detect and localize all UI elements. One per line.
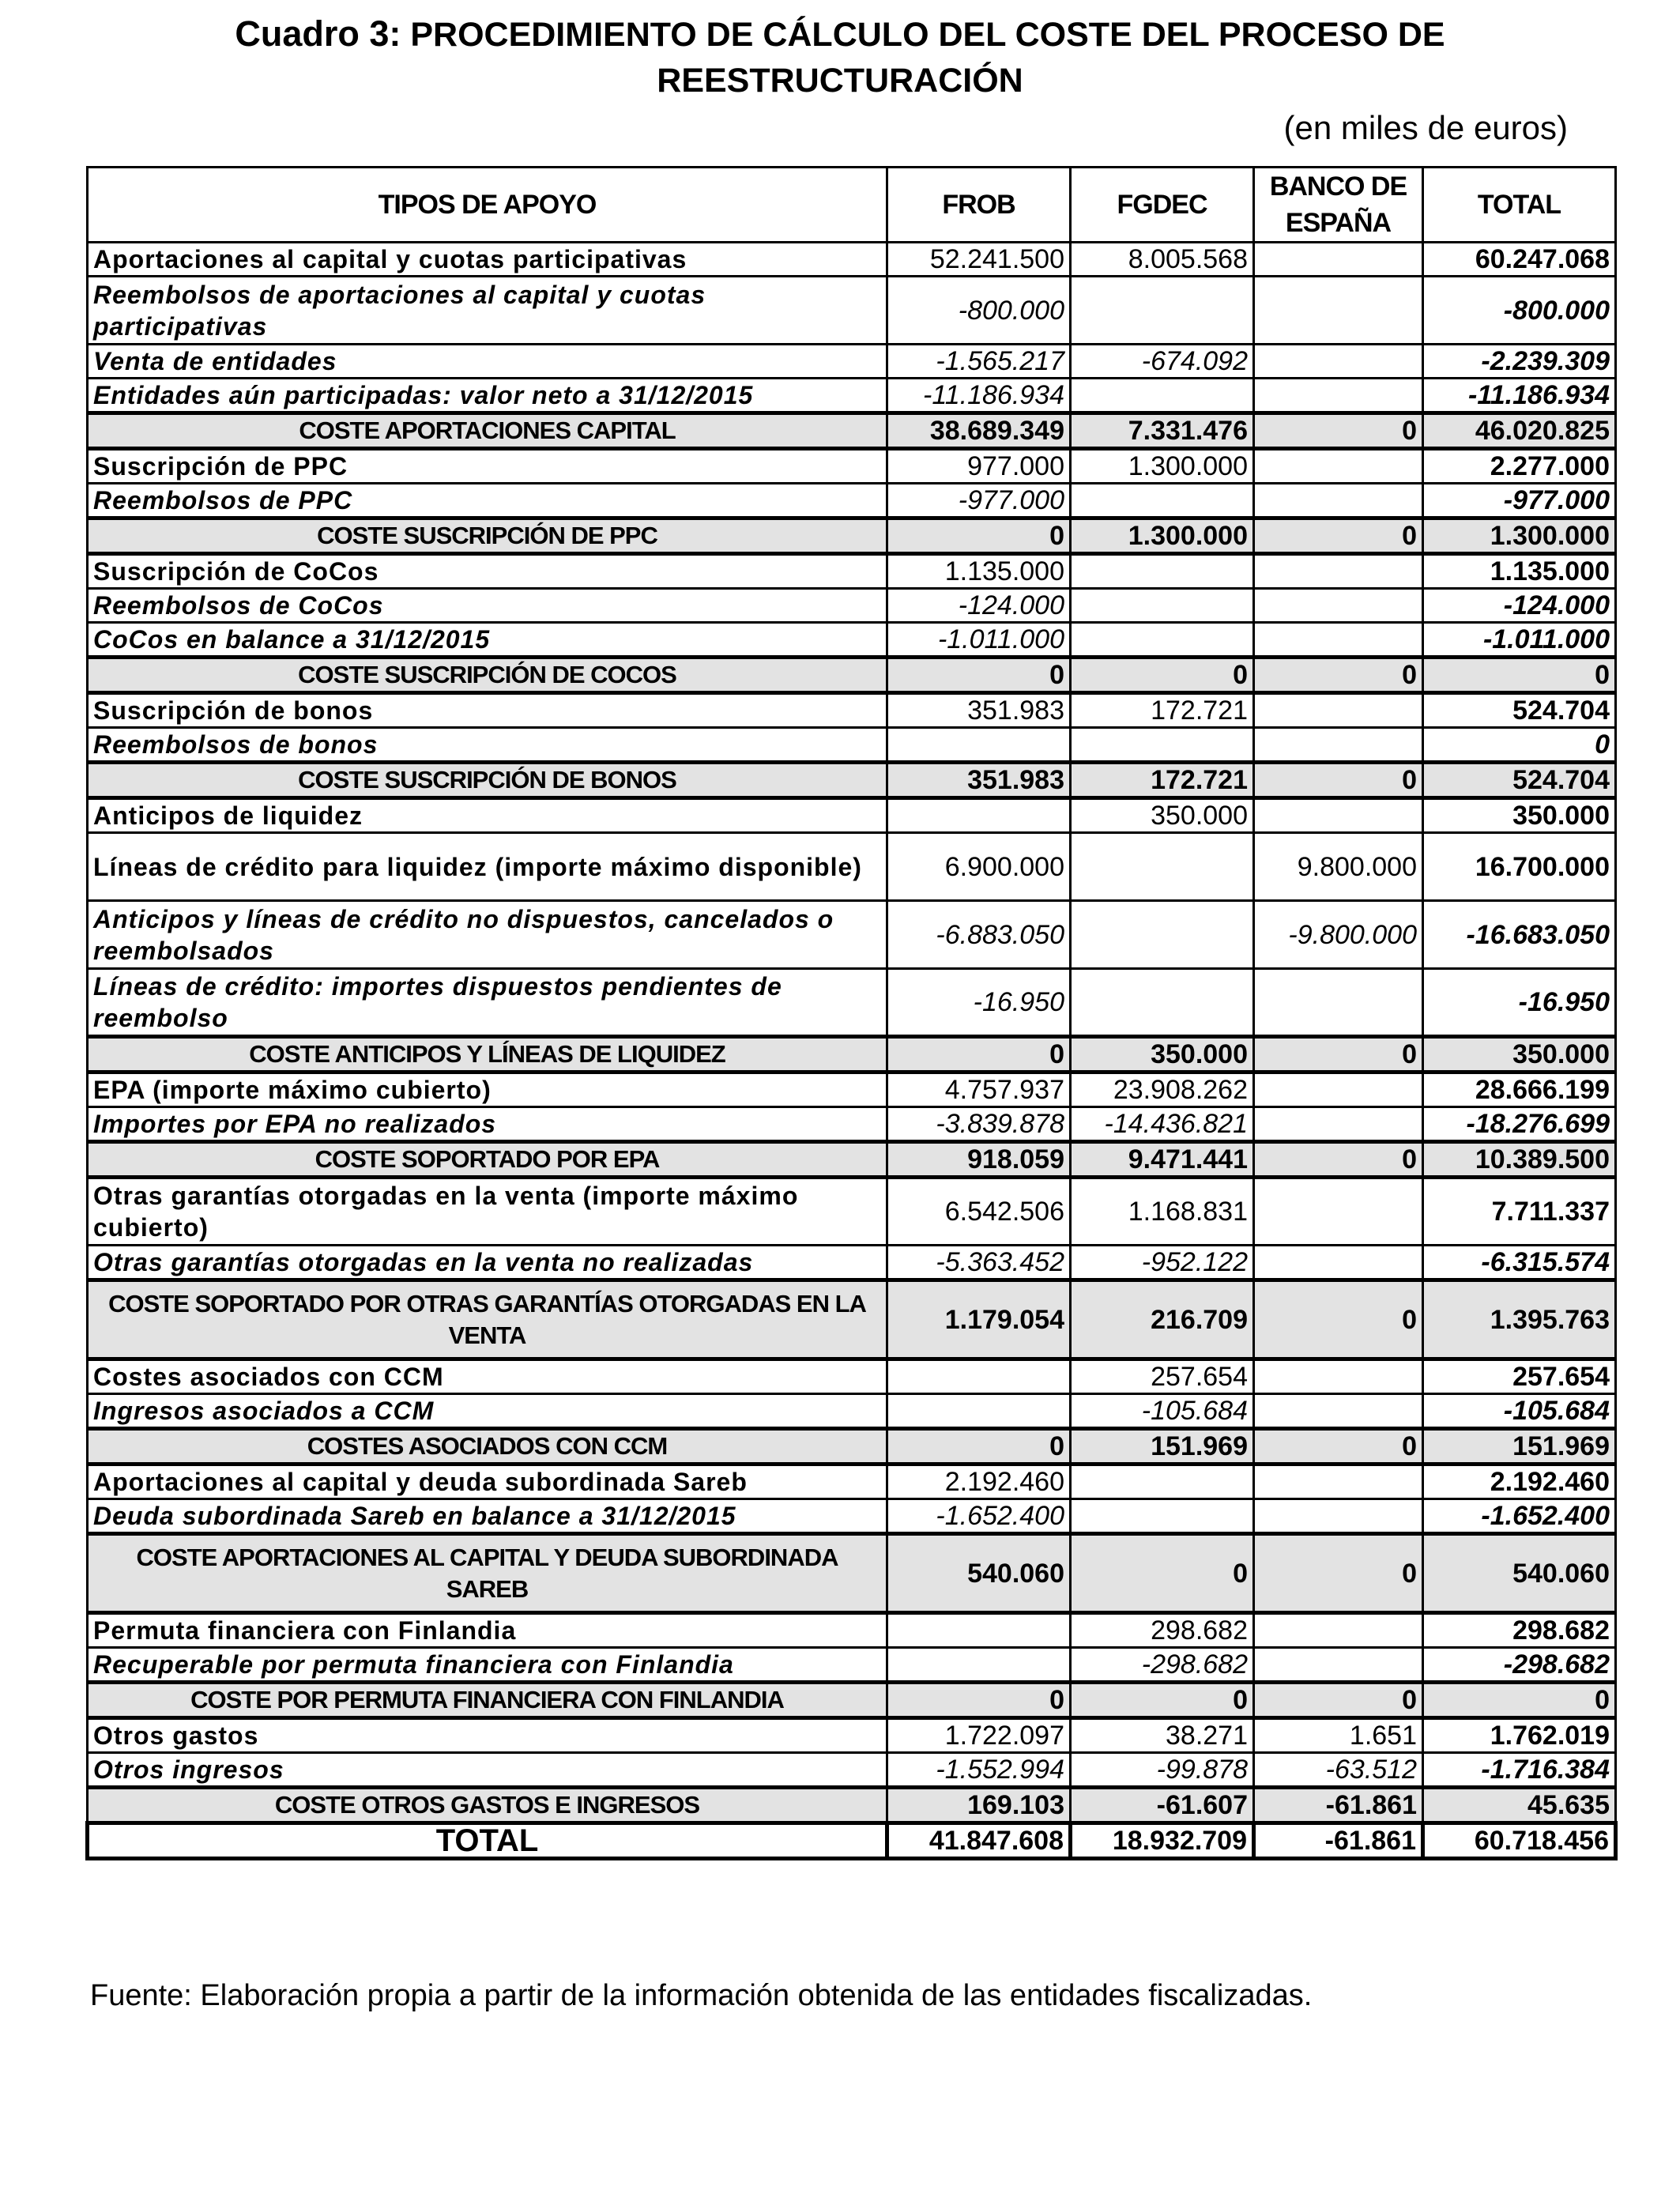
cell-frob: 4.757.937 — [887, 1072, 1071, 1107]
table-row — [88, 1394, 1616, 1429]
cell-total: 2.192.460 — [1423, 1465, 1616, 1499]
row-label: Recuperable por permuta financiera con Finlandia — [88, 1648, 887, 1683]
table-row — [88, 798, 1616, 833]
row-label: Suscripción de CoCos — [88, 554, 887, 589]
cell-fgdec — [1071, 1499, 1254, 1534]
cell-total: -1.716.384 — [1423, 1753, 1616, 1788]
cell-frob — [887, 1394, 1071, 1429]
cell-banco-de-espana — [1254, 1107, 1423, 1142]
cell-frob: -124.000 — [887, 589, 1071, 623]
row-label: COSTE SUSCRIPCIÓN DE BONOS — [88, 763, 887, 798]
cell-total: 0 — [1423, 728, 1616, 763]
row-label: Otros ingresos — [88, 1753, 887, 1788]
row-label: Otros gastos — [88, 1718, 887, 1753]
cell-total: 1.300.000 — [1423, 518, 1616, 554]
row-label: COSTE APORTACIONES CAPITAL — [88, 413, 887, 449]
cell-total: 298.682 — [1423, 1613, 1616, 1648]
cell-frob: 1.722.097 — [887, 1718, 1071, 1753]
row-label: TOTAL — [88, 1823, 887, 1859]
row-label: Aportaciones al capital y cuotas participativas — [88, 243, 887, 277]
cell-frob: 0 — [887, 658, 1071, 693]
cell-banco-de-espana — [1254, 1613, 1423, 1648]
table-row — [88, 623, 1616, 658]
table-row — [88, 379, 1616, 413]
cell-banco-de-espana — [1254, 554, 1423, 589]
cell-fgdec — [1071, 728, 1254, 763]
cell-banco-de-espana: 0 — [1254, 1683, 1423, 1718]
cell-total: -16.950 — [1423, 969, 1616, 1037]
cell-frob: -1.565.217 — [887, 345, 1071, 379]
cell-fgdec: 0 — [1071, 1683, 1254, 1718]
subtotal-row — [88, 658, 1616, 693]
cell-banco-de-espana — [1254, 589, 1423, 623]
cell-total: 45.635 — [1423, 1788, 1616, 1823]
cell-banco-de-espana — [1254, 277, 1423, 345]
cell-frob: 0 — [887, 1683, 1071, 1718]
cell-banco-de-espana — [1254, 728, 1423, 763]
row-label: Anticipos de liquidez — [88, 798, 887, 833]
header-tipos-de-apoyo: TIPOS DE APOYO — [88, 168, 887, 243]
table-row — [88, 484, 1616, 518]
row-label: Importes por EPA no realizados — [88, 1107, 887, 1142]
cell-frob: -1.552.994 — [887, 1753, 1071, 1788]
cell-banco-de-espana — [1254, 623, 1423, 658]
cell-frob: 38.689.349 — [887, 413, 1071, 449]
cell-frob: 52.241.500 — [887, 243, 1071, 277]
cell-frob: -5.363.452 — [887, 1246, 1071, 1280]
cell-banco-de-espana: 0 — [1254, 1534, 1423, 1613]
cell-fgdec — [1071, 623, 1254, 658]
subtotal-row — [88, 413, 1616, 449]
grand-total-row — [88, 1823, 1616, 1859]
cell-banco-de-espana: 0 — [1254, 1037, 1423, 1072]
cell-frob: 169.103 — [887, 1788, 1071, 1823]
cell-fgdec: 1.300.000 — [1071, 449, 1254, 484]
cell-frob — [887, 1359, 1071, 1394]
cell-banco-de-espana — [1254, 379, 1423, 413]
cell-frob: -1.011.000 — [887, 623, 1071, 658]
cell-frob: 1.135.000 — [887, 554, 1071, 589]
cell-total: 10.389.500 — [1423, 1142, 1616, 1178]
cell-frob — [887, 1648, 1071, 1683]
cell-fgdec — [1071, 1465, 1254, 1499]
cell-total: -977.000 — [1423, 484, 1616, 518]
row-label: EPA (importe máximo cubierto) — [88, 1072, 887, 1107]
cell-frob: 351.983 — [887, 693, 1071, 728]
cell-fgdec — [1071, 554, 1254, 589]
cell-banco-de-espana — [1254, 1178, 1423, 1246]
subtotal-row — [88, 1534, 1616, 1613]
table-row — [88, 1359, 1616, 1394]
cell-banco-de-espana — [1254, 449, 1423, 484]
cell-total: -6.315.574 — [1423, 1246, 1616, 1280]
cell-frob — [887, 1613, 1071, 1648]
row-label: Anticipos y líneas de crédito no dispuestos, cancelados o reembolsados — [88, 901, 887, 969]
row-label: COSTE APORTACIONES AL CAPITAL Y DEUDA SUBORDINADA SAREB — [88, 1534, 887, 1613]
cell-total: 60.247.068 — [1423, 243, 1616, 277]
row-label: Suscripción de PPC — [88, 449, 887, 484]
row-label: Reembolsos de aportaciones al capital y cuotas participativas — [88, 277, 887, 345]
row-label: COSTE SUSCRIPCIÓN DE PPC — [88, 518, 887, 554]
cell-banco-de-espana — [1254, 345, 1423, 379]
row-label: Costes asociados con CCM — [88, 1359, 887, 1394]
subtotal-row — [88, 1142, 1616, 1178]
cell-banco-de-espana — [1254, 1359, 1423, 1394]
cell-fgdec: 18.932.709 — [1071, 1823, 1254, 1859]
cell-total: 16.700.000 — [1423, 833, 1616, 901]
cell-frob: 0 — [887, 1037, 1071, 1072]
table-row — [88, 589, 1616, 623]
table-row — [88, 693, 1616, 728]
title-line-2: REESTRUCTURACIÓN — [657, 62, 1023, 100]
cell-banco-de-espana: 0 — [1254, 658, 1423, 693]
cell-frob: 41.847.608 — [887, 1823, 1071, 1859]
cell-frob: 6.542.506 — [887, 1178, 1071, 1246]
row-label: Reembolsos de PPC — [88, 484, 887, 518]
table-row — [88, 1178, 1616, 1246]
cell-frob — [887, 798, 1071, 833]
table-row — [88, 833, 1616, 901]
cell-total: 151.969 — [1423, 1429, 1616, 1465]
title-line-1 — [0, 11, 1680, 58]
cell-banco-de-espana: -9.800.000 — [1254, 901, 1423, 969]
cell-fgdec: 23.908.262 — [1071, 1072, 1254, 1107]
cell-banco-de-espana — [1254, 969, 1423, 1037]
cell-frob: -6.883.050 — [887, 901, 1071, 969]
cell-banco-de-espana: -63.512 — [1254, 1753, 1423, 1788]
cell-fgdec: 350.000 — [1071, 1037, 1254, 1072]
row-label: Ingresos asociados a CCM — [88, 1394, 887, 1429]
cell-banco-de-espana: 9.800.000 — [1254, 833, 1423, 901]
cell-fgdec: -99.878 — [1071, 1753, 1254, 1788]
row-label: COSTE ANTICIPOS Y LÍNEAS DE LIQUIDEZ — [88, 1037, 887, 1072]
row-label: Otras garantías otorgadas en la venta (importe máximo cubierto) — [88, 1178, 887, 1246]
cell-frob: 2.192.460 — [887, 1465, 1071, 1499]
cell-total: 28.666.199 — [1423, 1072, 1616, 1107]
table-row — [88, 1107, 1616, 1142]
cell-total: -105.684 — [1423, 1394, 1616, 1429]
cell-fgdec: -14.436.821 — [1071, 1107, 1254, 1142]
row-label: COSTE SOPORTADO POR OTRAS GARANTÍAS OTORGADAS EN LA VENTA — [88, 1280, 887, 1359]
header-fgdec: FGDEC — [1071, 168, 1254, 243]
cell-fgdec: 216.709 — [1071, 1280, 1254, 1359]
cell-banco-de-espana — [1254, 1394, 1423, 1429]
cell-banco-de-espana: 0 — [1254, 1429, 1423, 1465]
subtotal-row — [88, 1788, 1616, 1823]
cell-banco-de-espana: 1.651 — [1254, 1718, 1423, 1753]
cell-frob — [887, 728, 1071, 763]
table-row — [88, 1246, 1616, 1280]
row-label: Suscripción de bonos — [88, 693, 887, 728]
title-main: PROCEDIMIENTO DE CÁLCULO DEL COSTE DEL PROCESO DE — [410, 16, 1445, 54]
table-row — [88, 243, 1616, 277]
cell-fgdec: -105.684 — [1071, 1394, 1254, 1429]
cell-banco-de-espana — [1254, 243, 1423, 277]
row-label: COSTE OTROS GASTOS E INGRESOS — [88, 1788, 887, 1823]
cell-fgdec: 1.300.000 — [1071, 518, 1254, 554]
cell-total: -124.000 — [1423, 589, 1616, 623]
row-label: Venta de entidades — [88, 345, 887, 379]
cell-fgdec — [1071, 484, 1254, 518]
cell-banco-de-espana — [1254, 1246, 1423, 1280]
cell-fgdec: 151.969 — [1071, 1429, 1254, 1465]
cell-total: 1.135.000 — [1423, 554, 1616, 589]
cell-banco-de-espana — [1254, 1465, 1423, 1499]
cell-total: -16.683.050 — [1423, 901, 1616, 969]
subtotal-row — [88, 1280, 1616, 1359]
subtotal-row — [88, 1037, 1616, 1072]
cell-banco-de-espana: 0 — [1254, 1280, 1423, 1359]
cell-total: -1.011.000 — [1423, 623, 1616, 658]
cell-total: 1.395.763 — [1423, 1280, 1616, 1359]
row-label: Reembolsos de CoCos — [88, 589, 887, 623]
row-label: COSTE SOPORTADO POR EPA — [88, 1142, 887, 1178]
cell-fgdec: 172.721 — [1071, 693, 1254, 728]
cell-total: 46.020.825 — [1423, 413, 1616, 449]
cell-frob: -1.652.400 — [887, 1499, 1071, 1534]
cell-total: 0 — [1423, 658, 1616, 693]
cell-total: 7.711.337 — [1423, 1178, 1616, 1246]
units-note: (en miles de euros) — [1283, 109, 1568, 146]
document-title — [0, 11, 1680, 104]
subtotal-row — [88, 518, 1616, 554]
cell-fgdec: 9.471.441 — [1071, 1142, 1254, 1178]
table-row — [88, 1465, 1616, 1499]
cell-total: -11.186.934 — [1423, 379, 1616, 413]
table-row — [88, 1718, 1616, 1753]
subtotal-row — [88, 1429, 1616, 1465]
cell-total: 540.060 — [1423, 1534, 1616, 1613]
row-label: Otras garantías otorgadas en la venta no realizadas — [88, 1246, 887, 1280]
header-banco-de-espana: BANCO DE ESPAÑA — [1254, 168, 1423, 243]
cell-banco-de-espana: 0 — [1254, 413, 1423, 449]
cell-fgdec: 257.654 — [1071, 1359, 1254, 1394]
cell-banco-de-espana: 0 — [1254, 1142, 1423, 1178]
cell-total: 350.000 — [1423, 1037, 1616, 1072]
cell-fgdec: -298.682 — [1071, 1648, 1254, 1683]
cell-total: 0 — [1423, 1683, 1616, 1718]
subtotal-row — [88, 1683, 1616, 1718]
table-row — [88, 969, 1616, 1037]
table-row — [88, 1753, 1616, 1788]
cell-banco-de-espana: 0 — [1254, 518, 1423, 554]
cell-fgdec: 1.168.831 — [1071, 1178, 1254, 1246]
row-label: Deuda subordinada Sareb en balance a 31/12/2015 — [88, 1499, 887, 1534]
cell-fgdec: 0 — [1071, 1534, 1254, 1613]
cell-fgdec: -952.122 — [1071, 1246, 1254, 1280]
row-label: COSTES ASOCIADOS CON CCM — [88, 1429, 887, 1465]
table-row — [88, 345, 1616, 379]
cell-banco-de-espana — [1254, 798, 1423, 833]
source-note: Fuente: Elaboración propia a partir de la información obtenida de las entidades fiscalizadas. — [90, 1979, 1313, 2012]
cell-total: 60.718.456 — [1423, 1823, 1616, 1859]
cell-frob: 0 — [887, 518, 1071, 554]
cell-frob: -16.950 — [887, 969, 1071, 1037]
cell-frob: 0 — [887, 1429, 1071, 1465]
cell-banco-de-espana: 0 — [1254, 763, 1423, 798]
cell-total: 350.000 — [1423, 798, 1616, 833]
header-row — [88, 168, 1616, 243]
cell-fgdec: 350.000 — [1071, 798, 1254, 833]
row-label: Aportaciones al capital y deuda subordinada Sareb — [88, 1465, 887, 1499]
cell-frob: 540.060 — [887, 1534, 1071, 1613]
cell-fgdec: 7.331.476 — [1071, 413, 1254, 449]
cell-fgdec — [1071, 833, 1254, 901]
header-total: TOTAL — [1423, 168, 1616, 243]
table-row — [88, 1648, 1616, 1683]
cell-total: 2.277.000 — [1423, 449, 1616, 484]
table-row — [88, 901, 1616, 969]
cell-fgdec — [1071, 969, 1254, 1037]
subtotal-row — [88, 763, 1616, 798]
title-lead: Cuadro 3: — [235, 13, 401, 54]
cell-frob: -11.186.934 — [887, 379, 1071, 413]
table-row — [88, 728, 1616, 763]
row-label: Reembolsos de bonos — [88, 728, 887, 763]
cost-table — [85, 166, 1618, 1860]
table-body — [88, 243, 1616, 1859]
cell-fgdec: 38.271 — [1071, 1718, 1254, 1753]
table-row — [88, 1072, 1616, 1107]
cell-total: 524.704 — [1423, 693, 1616, 728]
row-label: Líneas de crédito para liquidez (importe máximo disponible) — [88, 833, 887, 901]
table-row — [88, 554, 1616, 589]
table-row — [88, 1613, 1616, 1648]
cell-fgdec: 298.682 — [1071, 1613, 1254, 1648]
cell-fgdec — [1071, 901, 1254, 969]
cell-banco-de-espana — [1254, 1072, 1423, 1107]
cell-banco-de-espana: -61.861 — [1254, 1788, 1423, 1823]
cell-fgdec: -61.607 — [1071, 1788, 1254, 1823]
cell-frob: 1.179.054 — [887, 1280, 1071, 1359]
cell-fgdec: -674.092 — [1071, 345, 1254, 379]
cell-total: -18.276.699 — [1423, 1107, 1616, 1142]
cell-total: -1.652.400 — [1423, 1499, 1616, 1534]
cell-banco-de-espana — [1254, 1648, 1423, 1683]
cell-fgdec — [1071, 277, 1254, 345]
cell-total: -800.000 — [1423, 277, 1616, 345]
cell-frob: 918.059 — [887, 1142, 1071, 1178]
row-label: COSTE SUSCRIPCIÓN DE COCOS — [88, 658, 887, 693]
header-frob: FROB — [887, 168, 1071, 243]
cell-frob: 351.983 — [887, 763, 1071, 798]
cell-fgdec: 0 — [1071, 658, 1254, 693]
cell-frob: -3.839.878 — [887, 1107, 1071, 1142]
cell-total: 257.654 — [1423, 1359, 1616, 1394]
row-label: CoCos en balance a 31/12/2015 — [88, 623, 887, 658]
table-row — [88, 277, 1616, 345]
cell-banco-de-espana: -61.861 — [1254, 1823, 1423, 1859]
cell-frob: -977.000 — [887, 484, 1071, 518]
cell-fgdec — [1071, 589, 1254, 623]
cell-banco-de-espana — [1254, 1499, 1423, 1534]
cell-total: 524.704 — [1423, 763, 1616, 798]
cell-banco-de-espana — [1254, 693, 1423, 728]
cell-frob: 6.900.000 — [887, 833, 1071, 901]
row-label: Entidades aún participadas: valor neto a 31/12/2015 — [88, 379, 887, 413]
row-label: Líneas de crédito: importes dispuestos pendientes de reembolso — [88, 969, 887, 1037]
cell-total: -298.682 — [1423, 1648, 1616, 1683]
table-row — [88, 449, 1616, 484]
cell-total: -2.239.309 — [1423, 345, 1616, 379]
cell-fgdec: 8.005.568 — [1071, 243, 1254, 277]
cell-frob: -800.000 — [887, 277, 1071, 345]
cell-total: 1.762.019 — [1423, 1718, 1616, 1753]
row-label: COSTE POR PERMUTA FINANCIERA CON FINLANDIA — [88, 1683, 887, 1718]
cell-fgdec — [1071, 379, 1254, 413]
cell-banco-de-espana — [1254, 484, 1423, 518]
table-row — [88, 1499, 1616, 1534]
cell-frob: 977.000 — [887, 449, 1071, 484]
row-label: Permuta financiera con Finlandia — [88, 1613, 887, 1648]
cell-fgdec: 172.721 — [1071, 763, 1254, 798]
